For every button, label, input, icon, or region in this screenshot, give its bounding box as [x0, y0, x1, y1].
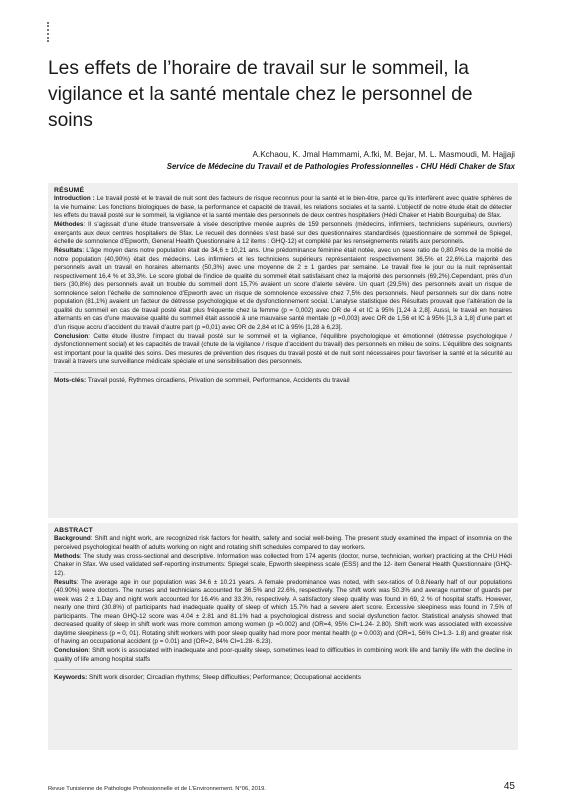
resume-conclusion: [54, 333, 512, 367]
abstract-divider: [54, 669, 512, 670]
page-number: 45: [503, 781, 515, 792]
abstract-results: [54, 579, 512, 647]
resume-methodes: [54, 221, 512, 247]
resume-keywords: [54, 377, 512, 386]
resume-keywords-text: Travail posté, Rythmes circadiens, Privation de sommeil, Performance, Accidents du travail: [86, 376, 350, 384]
resume-introduction-label: Introduction :: [54, 195, 95, 202]
article-title: Les effets de l’horaire de travail sur le sommeil, la vigilance et la santé mentale chez le personnel de soins: [48, 58, 473, 131]
abstract-keywords-text: Shift work disorder; Circadian rhythms; Sleep difficulties; Performance; Occupational accidents: [87, 674, 361, 681]
abstract-conclusion: [54, 647, 512, 664]
resume-resultats-text: : L’âge moyen dans notre population était de 34,6 ± 10,21 ans. Une prédominance féminine était notée, avec un sexe ratio de 0,80.Près de la moitié de notre population (40,90%) était des médecins. Les infirmiers et les techniciens supérieurs représentaient respectivement 36,5% et 22,6%.La majorité des personnels avait un travail en horaires alternants (50,3%) avec une moyenne de 2 ± 1 gardes par semaine. Le travail fixe le jour ou la nuit représentait respectivement 16,4 % et 33,3%. Le score global de l’indice de qualité du sommeil était satisfaisant chez la majorité des personnels (69,2%).Cependant, près d’un tiers (30,8%) des personnels avait un trouble du sommeil dont 15,7% avaient un score d’alerte sévère. Un quart (29,5%) des personnels avait un risque de somnolence selon l’échelle de somnolence d’Epworth avec un risque de somnolence excessive chez 7,5% des personnels. Neuf personnels sur dix dans notre population (81,1%) avaient un facteur de détresse psychologique et de dysfonctionnement social. L’analyse statistique des Résultats prouvait que l’altération de la qualité du sommeil en cas de travail posté était plus fréquente chez la femme (p = 0,002) avec OR de 4 et IC à 95% [1,24 à 2,8]. Aussi, le travail en horaires alternants en cas d’une mauvaise qualité du sommeil était associé à une mauvaise santé mentale (p =0,003) avec OR de 1,56 et IC à 95% [1,3 à 1,8] d’une part et d’un risque accru d’accident du travail d’autre part (p =0,01) avec OR de 2,84 et IC à 95% [1,28 à 6,23].: [54, 247, 512, 331]
abstract-box: [48, 523, 518, 750]
resume-heading: RÉSUMÉ: [54, 187, 85, 194]
resume-conclusion-text: : Cette étude illustre l’impact du travail posté sur le sommeil et la vigilance, l’équilibre psychologique et émotionnel (détresse psychologique / dysfonctionnement social) et les capacités de travail (chute de la vigilance / risque d’accident du travail) des personnels en milieu de soins. L’équilibre des soignants est important pour la qualité des soins. Des mesures de prévention des risques du travail posté et de nuit sont nécessaires pour favoriser la santé et la sécurité au travail à travers une surveillance médicale spéciale et une sensibilisation des personnels.: [54, 332, 512, 365]
resume-methodes-label: Méthodes: [54, 221, 84, 228]
abstract-methods-label: Methods: [54, 552, 80, 560]
margin-dots-decoration: [47, 22, 51, 42]
resume-divider: [54, 372, 512, 373]
abstract-keywords: [54, 674, 512, 683]
abstract-results-text: : The average age in our population was 34.6 ± 10.21 years. A female predominance was noted, with sex-ratios of 0.8.Nearly half of our populations (40.90%) were doctors. The nurses and technicians accounted for 36.5% and 22.6%, respectively. The shift work was 50.3% and average number of guards per week was 2 ± 1.Day and night work accounted for 16.4% and 33.3%, respectively. A satisfactory sleep quality was found in 69, 2 % of hospital staffs. However, nearly one third (30.8%) of participants had inadequate quality of sleep of which 15.7% had a severe alert score. Excessive sleepiness was found in 7.5% of participants. The mean GHQ-12 score was 4.04 ± 2.81 and 81.1% had a psychological distress and social dysfunction factor. Statistical analysis showed that decreased quality of sleep in shift work was more common among women (p =0.002) and (OR=4, 95% CI=1.24- 2.80). Shift work was associated with excessive daytime sleepiness (p = 0, 01). Rotating shift workers with poor sleep quality had more poor mental health (p = 0.003) and (OR=1, 56% CI=1.3- 1.8) and greater risk of having an occupational accident (p = 0.01) and (OR=2, 84% CI=1.28- 6.23).: [54, 578, 512, 645]
abstract-conclusion-label: Conclusion: [54, 647, 89, 654]
resume-box: [48, 183, 518, 518]
abstract-background-text: : Shift and night work, are recognized risk factors for health, safety and social well-being. The present study examined the impact of insomnia on the perceived psychological health of adults working on night and rotating shift schedules compared to day workers.: [54, 535, 512, 551]
abstract-methods: [54, 553, 512, 579]
resume-introduction-text: Le travail posté et le travail de nuit sont des facteurs de risque reconnus pour la santé et le bien-être, parce qu’ils interfèrent avec quatre sphères de la vie humaine: Les fonctions biologiques de base, la performance et capacité de travail, les relations sociales et la santé. L’objectif de notre étude était de détecter les effets du travail posté sur le sommeil, la vigilance et la santé mentale des personnels de deux centres hospitaliers (Hédi Chaker et Habib Bourguiba) de Sfax.: [54, 195, 512, 219]
abstract-conclusion-text: : Shift work is associated with inadequate and poor-quality sleep, sometimes lead to difficulties in combining work life and family life with the decline in quality of life among hospital staffs: [54, 647, 512, 663]
abstract-background: [54, 535, 512, 552]
abstract-heading: ABSTRACT: [54, 527, 93, 534]
article-affiliation: Service de Médecine du Travail et de Pathologies Professionnelles - CHU Hédi Chaker de Sfax: [166, 162, 515, 171]
resume-introduction: [54, 195, 512, 221]
resume-methodes-text: : Il s’agissait d’une étude transversale à visée descriptive menée auprès de 159 personnels (médecins, infirmiers, techniciens supérieurs, ouvriers) exerçants aux deux centres hospitaliers de Sfax. Le recueil des données s’est basé sur des questionnaires standardisés (questionnaire de sommeil de Spiegel, échelle de somnolence d’Epworth, General Health Questionnaire à 12 items : GHQ-12) et complété par les renseignements relatifs aux personnels.: [54, 221, 512, 245]
journal-footer: Revue Tunisienne de Pathologie Professionnelle et de L’Environnement. N°06, 2019.: [48, 786, 266, 792]
abstract-results-label: Results: [54, 578, 77, 586]
resume-resultats: [54, 247, 512, 332]
resume-resultats-label: Résultats: [54, 247, 83, 254]
abstract-methods-text: : The study was cross-sectional and descriptive. Information was collected from 174 agents (doctor, nurse, technician, worker) practicing at the CHU Hédi Chaker in Sfax. We used validated self-reporting instruments: Spiegel scale, Epworth sleepiness scale (ESS) and the 12- item General Health Questionnaire (GHQ-12).: [54, 552, 512, 577]
resume-conclusion-label: Conclusion: [54, 332, 89, 340]
abstract-background-label: Background: [54, 535, 91, 542]
abstract-keywords-label: Keywords:: [54, 674, 88, 681]
article-authors: A.Kchaou, K. Jmal Hammami, A.fki, M. Bejar, M. L. Masmoudi, M. Hajjaji: [252, 150, 515, 159]
resume-keywords-label: Mots-clés:: [54, 376, 87, 384]
